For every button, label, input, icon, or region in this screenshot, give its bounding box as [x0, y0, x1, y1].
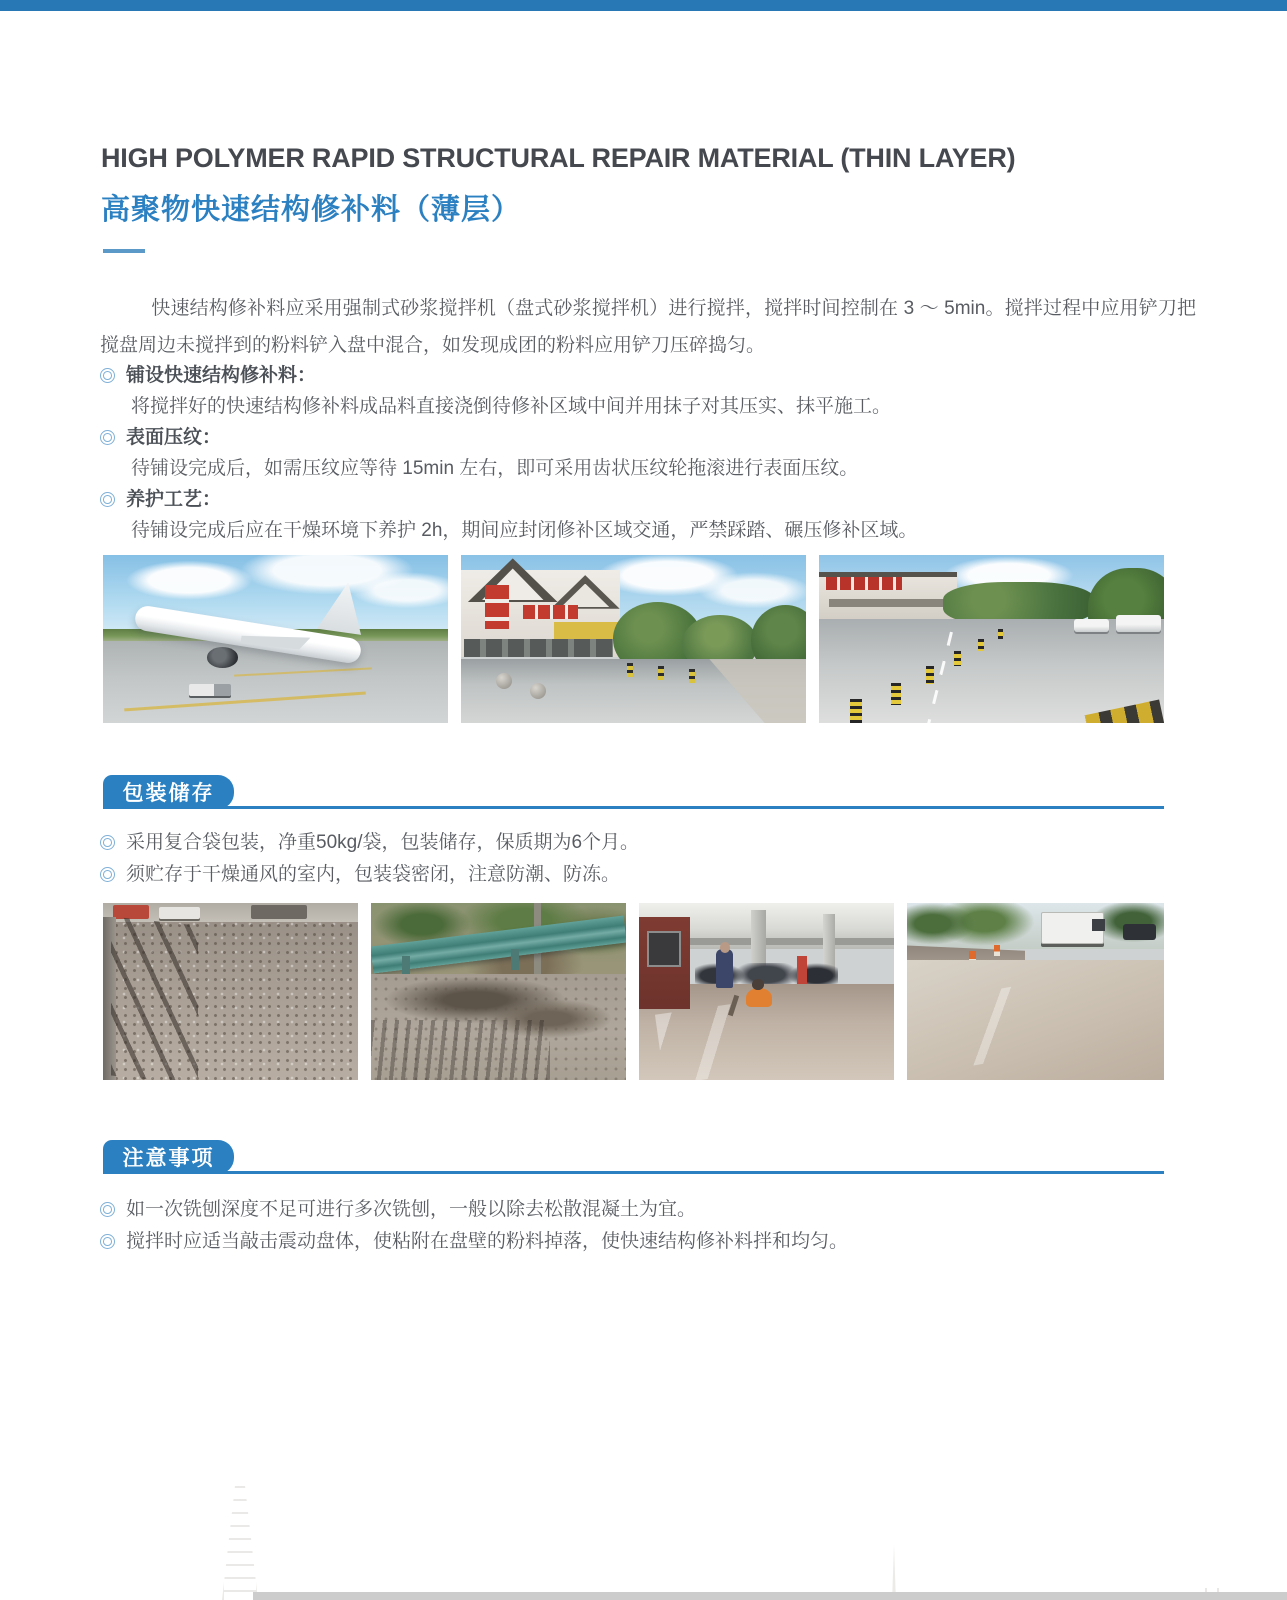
process-label-row: [100, 422, 1196, 453]
traffic-cone: [891, 683, 901, 705]
worker-crouching: [746, 988, 772, 1007]
precaution-bullet: [100, 1226, 1196, 1257]
bullseye-bullet-icon: [100, 368, 115, 383]
process-item: [100, 360, 1196, 422]
storefront: [464, 639, 612, 657]
traffic-cone: [627, 663, 633, 677]
bullseye-bullet-icon: [100, 867, 115, 882]
white-car: [1074, 619, 1109, 632]
process-label: 表面压纹：: [126, 427, 222, 448]
photo-milled-pavement: [103, 903, 358, 1080]
bullet-text: 须贮存于干燥通风的室内，包装袋密闭，注意防潮、防冻。: [126, 864, 621, 885]
process-desc: 待铺设完成后，如需压纹应等待 15min 左右，即可采用齿状压纹轮拖滚进行表面压纹。: [131, 458, 859, 479]
traffic-cone: [658, 666, 664, 680]
intro-paragraph: 快速结构修补料应采用强制式砂浆搅拌机（盘式砂浆搅拌机）进行搅拌，搅拌时间控制在 3 ～ 5min。搅拌过程中应用铲刀把搅盘周边未搅拌到的粉料铲入盘中混合，如发现成团的粉料应用铲刀压碎捣匀。: [100, 298, 1196, 356]
bullseye-bullet-icon: [100, 835, 115, 850]
traffic-cone: [926, 666, 934, 684]
worker-standing: [716, 949, 734, 988]
section-divider-line: [103, 806, 1164, 809]
bullet-text: 如一次铣刨深度不足可进行多次铣刨，一般以除去松散混凝土为宜。: [126, 1199, 697, 1220]
concrete-apron: [103, 641, 448, 723]
bullseye-bullet-icon: [100, 430, 115, 445]
photo-airplane-apron: [103, 555, 448, 723]
bridge-tower-sketch: [222, 1486, 258, 1600]
photo-service-area-building: [461, 555, 806, 723]
bullseye-bullet-icon: [100, 1234, 115, 1249]
section-tab-precautions: [103, 1140, 234, 1174]
bullet-text: 搅拌时应适当敲击震动盘体，使粘附在盘壁的粉料掉落，使快速结构修补料拌和均匀。: [126, 1231, 849, 1252]
bullseye-bullet-icon: [100, 1202, 115, 1217]
title-underline: [103, 249, 145, 253]
truck-window: [1092, 919, 1105, 931]
process-label: 养护工艺：: [126, 489, 222, 510]
worker-head: [720, 942, 730, 953]
page-title-en: HIGH POLYMER RAPID STRUCTURAL REPAIR MATERIAL (THIN LAYER): [101, 143, 1016, 173]
traffic-cone: [998, 629, 1003, 639]
section-tab-packaging: [103, 775, 234, 809]
traffic-cone: [689, 669, 695, 683]
airplane-engine: [207, 647, 238, 667]
red-sign: [523, 605, 578, 618]
process-desc: 待铺设完成后应在干燥环境下养护 2h，期间应封闭修补区域交通，严禁踩踏、碾压修补区域。: [131, 520, 918, 541]
stone-sphere: [496, 673, 512, 689]
process-item: [100, 484, 1196, 546]
process-label: 铺设快速结构修补料：: [126, 365, 317, 386]
photo-guardrail-patch: [371, 903, 626, 1080]
window: [647, 931, 682, 967]
corrugated-texture: [371, 1020, 550, 1080]
white-car: [1116, 615, 1161, 632]
dark-car: [1123, 924, 1156, 940]
section-title: 包装储存: [122, 782, 215, 805]
process-desc: 将搅拌好的快速结构修补料成品料直接浇倒待修补区域中间并用抹子对其压实、抹平施工。: [131, 396, 892, 417]
process-label-row: [100, 484, 1196, 515]
traffic-cone: [954, 651, 961, 666]
red-sign: [826, 577, 902, 590]
process-list: [100, 360, 1196, 546]
packaging-bullet: [100, 859, 1196, 890]
guardrail-post: [511, 949, 519, 970]
precaution-bullet: [100, 1194, 1196, 1225]
page-title-zh: 高聚物快速结构修补料（薄层）: [101, 194, 522, 226]
photo-service-area-road: [819, 555, 1164, 723]
bottom-edge-strip: [253, 1592, 1287, 1600]
guardrail-shadow: [111, 916, 198, 1080]
top-accent-bar: [0, 0, 1287, 11]
truck: [159, 907, 200, 919]
packaging-bullet: [100, 827, 1196, 858]
traffic-cone: [978, 639, 984, 651]
worker-head: [752, 979, 763, 990]
bullseye-bullet-icon: [100, 492, 115, 507]
fuel-pump: [797, 956, 807, 984]
photo-fresh-concrete-slab: [907, 903, 1164, 1080]
tow-truck: [189, 684, 230, 696]
photo-station-repair-workers: [639, 903, 894, 1080]
section-divider-line: [103, 1171, 1164, 1174]
building-band: [829, 599, 946, 607]
road: [819, 619, 1164, 723]
process-item: [100, 422, 1196, 484]
truck: [251, 905, 307, 919]
process-label-row: [100, 360, 1196, 391]
bullet-text: 采用复合袋包装，净重50kg/袋，包装储存，保质期为6个月。: [126, 832, 640, 853]
traffic-cone: [994, 945, 1000, 956]
red-sign: [485, 585, 509, 629]
stone-sphere: [530, 683, 546, 699]
traffic-cone: [850, 699, 862, 723]
section-title: 注意事项: [122, 1147, 215, 1170]
